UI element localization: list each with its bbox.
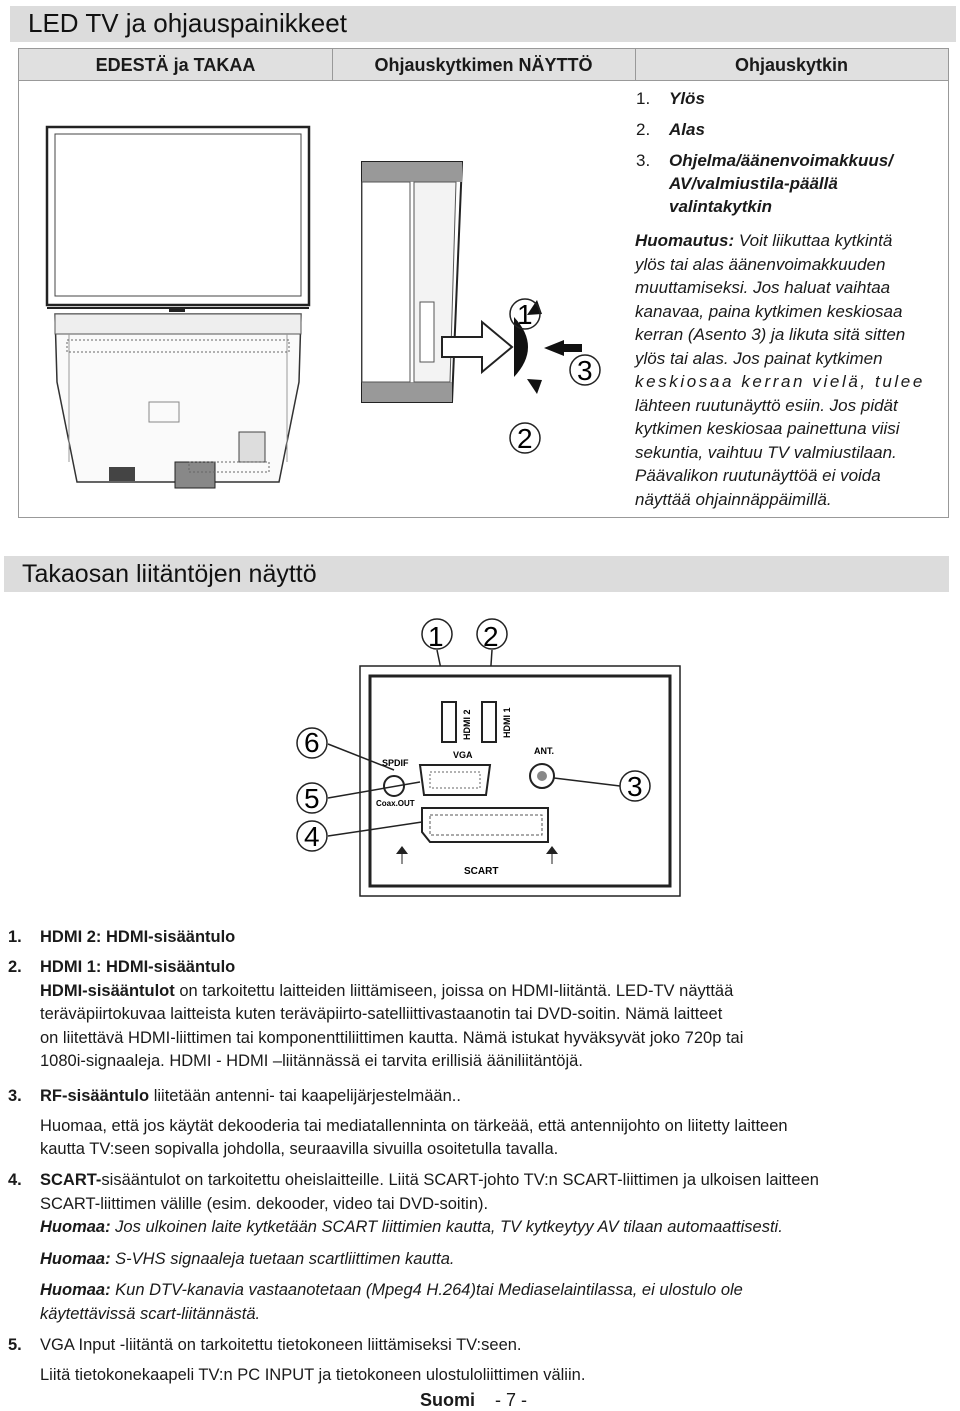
item-scart-block bbox=[40, 1169, 940, 1326]
note-label: Huomaa: bbox=[40, 1281, 111, 1299]
item-number-5: 5. bbox=[8, 1336, 22, 1354]
callout-1: 1 bbox=[428, 621, 444, 652]
tv-back-terminal bbox=[239, 432, 265, 462]
callout-2: 2 bbox=[517, 423, 533, 454]
text-line: on liitettävä HDMI-liittimen tai komponenttiliittimen kautta. Nämä istukat hyväksyvät joko 720p tai bbox=[40, 1028, 744, 1047]
scart-bold: SCART- bbox=[40, 1171, 102, 1189]
note-text: S-VHS signaaleja tuetaan scartliittimen kautta. bbox=[110, 1249, 455, 1268]
ant-label: ANT. bbox=[534, 746, 554, 756]
callout-5: 5 bbox=[304, 783, 320, 814]
list-number-1: 1. bbox=[636, 89, 651, 108]
col-header-front-back: EDESTÄ ja TAKAA bbox=[19, 49, 332, 81]
control-switch-illustration bbox=[332, 82, 635, 502]
callout-6: 6 bbox=[304, 727, 320, 758]
item-vga: VGA Input -liitäntä on tarkoitettu tietokoneen liittämiseksi TV:seen. bbox=[40, 1336, 522, 1354]
note-text: Kun DTV-kanavia vastaanotetaan (Mpeg4 H.264)tai Mediaselaintilassa, ei ulostulo ole bbox=[110, 1281, 743, 1299]
text-line: on tarkoitettu laitteiden liittämiseen, joissa on HDMI-liitäntä. LED-TV näyttää bbox=[174, 981, 734, 1000]
item-number-1: 1. bbox=[8, 928, 22, 946]
item-hdmi1: HDMI 1: HDMI-sisääntulo bbox=[40, 958, 236, 976]
note-label: Huomaa: bbox=[40, 1249, 111, 1268]
section-title-rear: Takaosan liitäntöjen näyttö bbox=[22, 560, 317, 588]
col-divider-2 bbox=[635, 49, 636, 81]
note-line: keskiosaa kerran vielä, tulee bbox=[635, 372, 925, 391]
note-line: ylös tai alas äänenvoimakkuuden bbox=[635, 254, 886, 274]
vga-label: VGA bbox=[453, 750, 473, 760]
list-item-up: Ylös bbox=[669, 89, 705, 108]
section-header-rear bbox=[4, 556, 949, 592]
callout-3: 3 bbox=[627, 771, 643, 802]
scart-port bbox=[422, 808, 548, 842]
scart-label: SCART bbox=[464, 866, 499, 877]
text-line: SCART-liittimen välille (esim. dekooder, video tai DVD-soitin). bbox=[40, 1194, 489, 1213]
controls-table bbox=[18, 48, 949, 518]
section-title-controls: LED TV ja ohjauspainikkeet bbox=[28, 8, 347, 38]
note-line: Päävalikon ruutunäyttöä ei voida bbox=[635, 466, 881, 485]
rear-panel-illustration bbox=[290, 610, 700, 910]
item-hdmi1-block bbox=[40, 956, 940, 1074]
spdif-label: SPDIF bbox=[382, 758, 409, 768]
down-arrow-icon bbox=[527, 379, 542, 394]
page-number: - 7 - bbox=[495, 1390, 528, 1410]
hdmi1-port bbox=[482, 702, 496, 742]
note-line: sekuntia, vaihtuu TV valmiustilaan. bbox=[635, 442, 897, 462]
hdmi2-label: HDMI 2 bbox=[462, 709, 472, 740]
list-item-selector: Ohjelma/äänenvoimakkuus/ AV/valmiustila-päällä valintakytkin bbox=[669, 151, 893, 216]
note-label: Huomautus: bbox=[635, 231, 735, 250]
callout-4: 4 bbox=[304, 821, 320, 852]
note-line: Voit liikuttaa kytkintä bbox=[738, 231, 893, 250]
item-number-3: 3. bbox=[8, 1087, 22, 1105]
item-number-2: 2. bbox=[8, 958, 22, 976]
rf-bold: RF-sisääntulo bbox=[40, 1087, 150, 1105]
note-line: näyttää ohjainnäppäimillä. bbox=[635, 489, 832, 509]
list-number-3: 3. bbox=[636, 151, 651, 170]
text-line: Liitä tietokonekaapeli TV:n PC INPUT ja tietokoneen ulostuloliittimen väliin. bbox=[40, 1365, 586, 1384]
text-line: kautta TV:seen sopivalla johdolla, seuraavilla sivuilla osoitetulla tavalla. bbox=[40, 1140, 559, 1158]
list-item-down: Alas bbox=[669, 120, 705, 139]
note-line: kytkimen keskiosaa painettuna viisi bbox=[635, 419, 900, 438]
note-text: Jos ulkoinen laite kytketään SCART liittimien kautta, TV kytkeytyy AV tilaan automaattisesti. bbox=[110, 1218, 783, 1236]
text-line: Huomaa, että jos käytät dekooderia tai mediatallenninta on tärkeää, että antennijohto on liitetty laitteen bbox=[40, 1116, 788, 1135]
callout-3: 3 bbox=[577, 355, 593, 386]
col-header-switch-display: Ohjauskytkimen NÄYTTÖ bbox=[332, 49, 635, 81]
item-number-4: 4. bbox=[8, 1171, 22, 1189]
col-divider-1 bbox=[332, 49, 333, 81]
hdmi-inputs-bold: HDMI-sisääntulot bbox=[40, 981, 175, 1000]
text-line: 1080i-signaaleja. HDMI - HDMI –liitännässä ei tarvita erillisiä ääniliitäntöjä. bbox=[40, 1052, 583, 1070]
text-line: sisääntulot on tarkoitettu oheislaitteille. Liitä SCART-johto TV:n SCART-liittimen ja ulkoisen laitteen bbox=[101, 1171, 819, 1189]
text-line: käytettävissä scart-liitännästä. bbox=[40, 1304, 261, 1323]
footer-language: Suomi bbox=[420, 1390, 476, 1410]
tv-front-back-illustration bbox=[19, 82, 319, 502]
callout-2: 2 bbox=[483, 621, 499, 652]
note-line: kanavaa, paina kytkimen keskiosaa bbox=[635, 301, 903, 321]
tv-front-screen bbox=[55, 134, 301, 296]
note-block bbox=[635, 229, 945, 511]
item-rf-block bbox=[40, 1085, 940, 1162]
note-line: kerran (Asento 3) ja likuta sitä sitten bbox=[635, 325, 906, 344]
text-line: teräväpiirtokuvaa laitteista kuten teräväpiirto-satelliittivastaanotin tai DVD-soitin. Nämä laitteet bbox=[40, 1005, 723, 1023]
coax-label: Coax.OUT bbox=[376, 799, 415, 808]
item-vga-block bbox=[40, 1334, 940, 1387]
list-number-2: 2. bbox=[636, 120, 651, 139]
left-arrow-icon bbox=[544, 340, 564, 356]
hdmi2-port bbox=[442, 702, 456, 742]
col-header-switch: Ohjauskytkin bbox=[635, 49, 948, 81]
note-line: muuttamiseksi. Jos haluat vaihtaa bbox=[635, 278, 891, 297]
note-line: lähteen ruutunäyttö esiin. Jos pidät bbox=[635, 395, 898, 415]
note-line: ylös tai alas. Jos painat kytkimen bbox=[635, 348, 883, 368]
hdmi1-label: HDMI 1 bbox=[502, 707, 512, 738]
item-hdmi2: HDMI 2: HDMI-sisääntulo bbox=[40, 928, 236, 946]
page-footer bbox=[420, 1390, 527, 1411]
note-label: Huomaa: bbox=[40, 1218, 111, 1236]
text-line: liitetään antenni- tai kaapelijärjestelmään.. bbox=[149, 1087, 461, 1105]
section-header-controls bbox=[10, 6, 956, 42]
callout-1: 1 bbox=[517, 299, 533, 330]
